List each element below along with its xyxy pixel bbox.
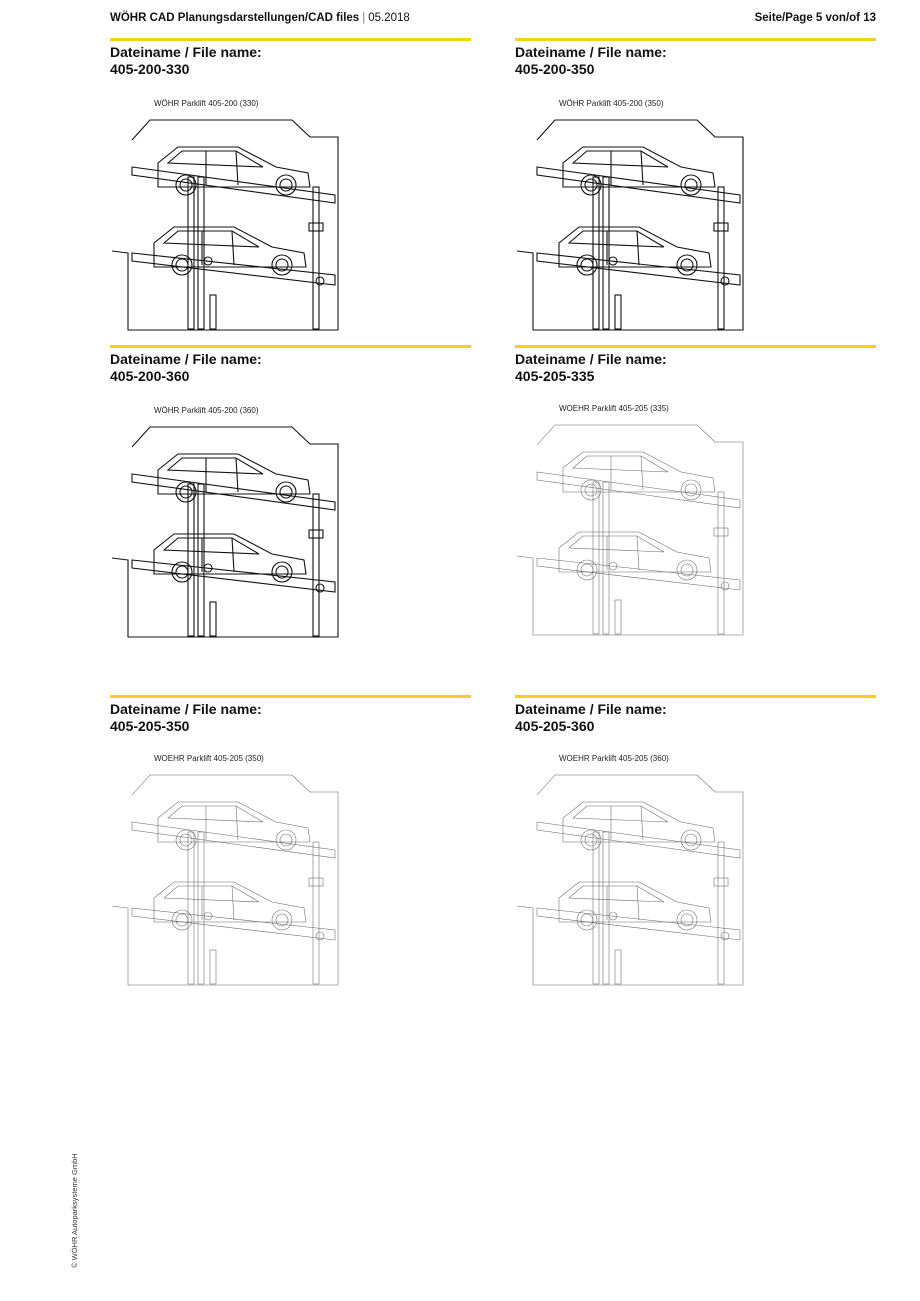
- document-date: 05.2018: [368, 12, 410, 24]
- yellow-rule: [110, 695, 471, 698]
- file-name: 405-200-330: [110, 60, 190, 77]
- file-name: 405-200-360: [110, 367, 190, 384]
- document-title: WÖHR CAD Planungsdarstellungen/CAD files: [110, 12, 360, 24]
- yellow-rule: [110, 38, 471, 41]
- file-cell-2: [515, 38, 876, 77]
- file-name: 405-205-360: [515, 717, 595, 734]
- yellow-rule: [515, 38, 876, 41]
- file-label: Dateiname / File name:: [110, 701, 262, 717]
- file-label: Dateiname / File name:: [110, 44, 262, 60]
- file-label: Dateiname / File name:: [515, 351, 667, 367]
- parklift-drawing-6: [515, 750, 775, 995]
- file-cell-4: [515, 345, 876, 384]
- file-name: 405-200-350: [515, 60, 595, 77]
- file-name: 405-205-350: [110, 717, 190, 734]
- parklift-drawing-2: [515, 95, 775, 340]
- file-cell-3: [110, 345, 471, 384]
- file-label: Dateiname / File name:: [515, 701, 667, 717]
- drawing-title: WOEHR Parklift 405-205 (360): [559, 754, 669, 763]
- header-left: WÖHR CAD Planungsdarstellungen/CAD files | 05.2018: [110, 12, 410, 24]
- yellow-rule: [515, 695, 876, 698]
- parklift-drawing-1: [110, 95, 370, 340]
- drawing-title: WÖHR Parklift 405-200 (330): [154, 99, 259, 108]
- file-label: Dateiname / File name:: [110, 351, 262, 367]
- page-header: [110, 12, 876, 28]
- drawing-title: WÖHR Parklift 405-200 (350): [559, 99, 664, 108]
- page-number: Seite/Page 5 von/of 13: [754, 12, 876, 24]
- drawing-title: WOEHR Parklift 405-205 (350): [154, 754, 264, 763]
- parklift-drawing-4: [515, 400, 775, 645]
- file-cell-6: [515, 695, 876, 734]
- yellow-rule: [110, 345, 471, 348]
- yellow-rule: [515, 345, 876, 348]
- parklift-drawing-5: [110, 750, 370, 995]
- drawing-title: WÖHR Parklift 405-200 (360): [154, 406, 259, 415]
- file-cell-1: [110, 38, 471, 77]
- file-label: Dateiname / File name:: [515, 44, 667, 60]
- copyright-note: © WÖHR Autoparksysteme GmbH: [70, 1153, 79, 1268]
- file-cell-5: [110, 695, 471, 734]
- parklift-drawing-3: [110, 402, 370, 647]
- drawing-title: WOEHR Parklift 405-205 (335): [559, 404, 669, 413]
- file-name: 405-205-335: [515, 367, 595, 384]
